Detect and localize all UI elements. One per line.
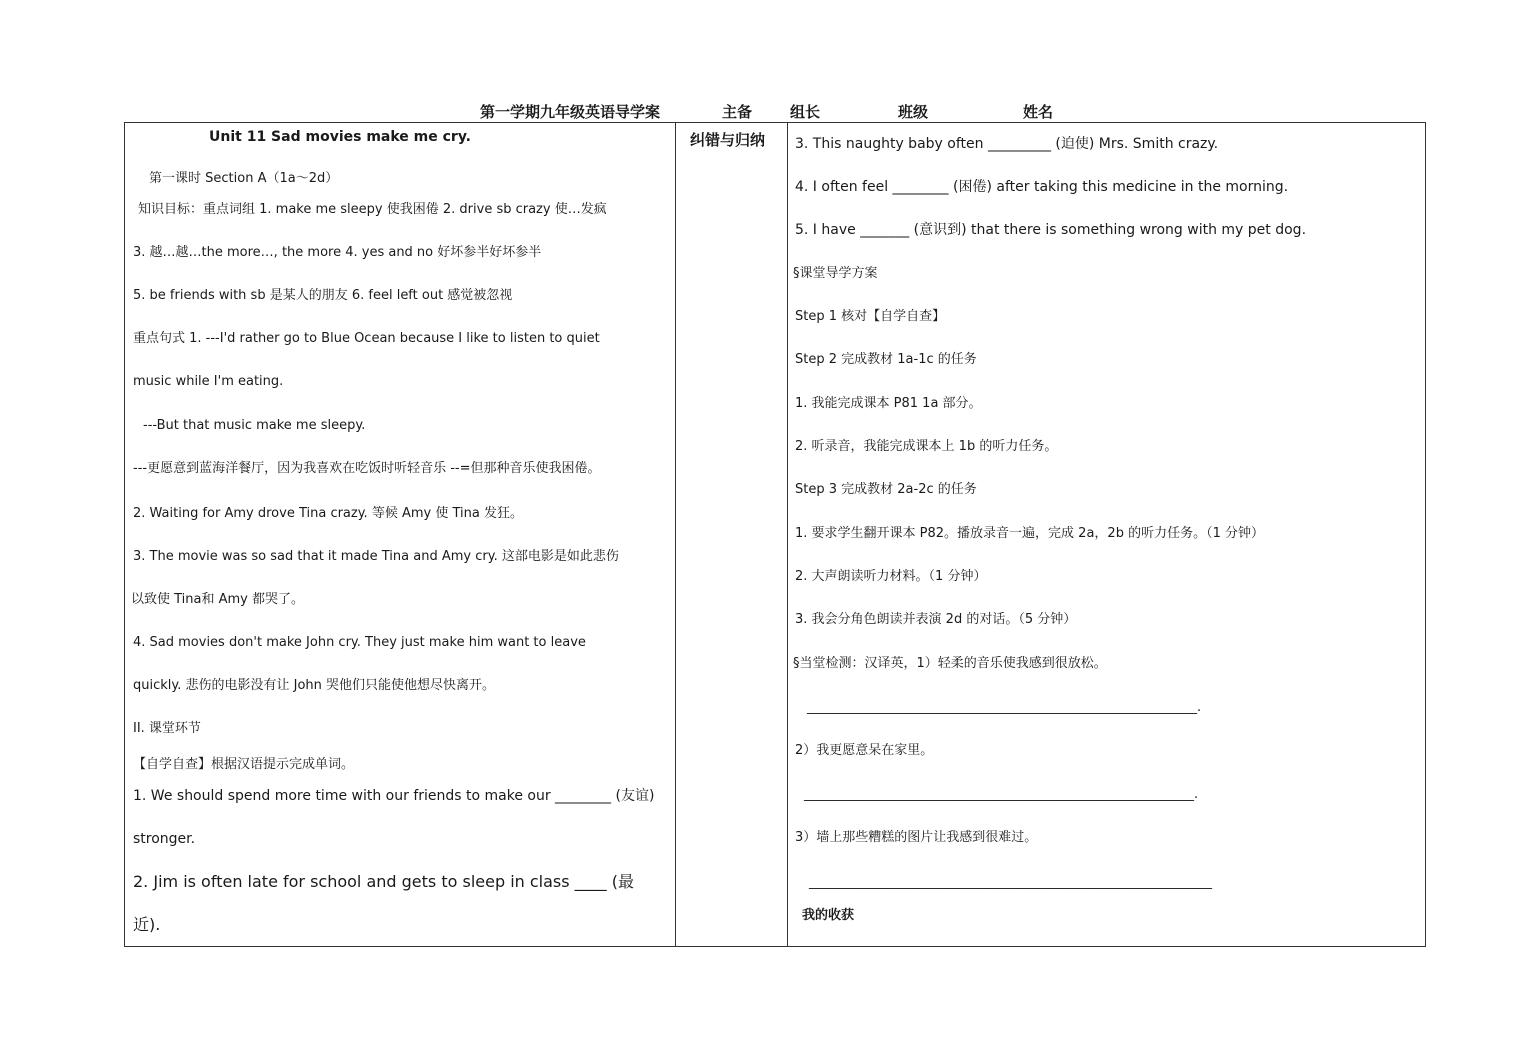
test-item-2: 2）我更愿意呆在家里。 — [795, 743, 934, 758]
in-class-test: §当堂检测：汉译英，1）轻柔的音乐使我感到很放松。 — [793, 656, 1107, 671]
answer-line-2: ____________________________________________________________. — [804, 787, 1199, 802]
answer-line-3: ______________________________________________________________ — [809, 875, 1212, 890]
key-sentence-4: 4. Sad movies don't make John cry. They just make him want to leave — [133, 635, 586, 650]
self-check-heading: 【自学自查】根据汉语提示完成单词。 — [133, 757, 355, 772]
exercise-4: 4. I often feel ________ (困倦) after taking this medicine in the morning. — [795, 179, 1289, 195]
answer-line-1: ____________________________________________________________. — [807, 700, 1202, 715]
key-sentence-3: 3. The movie was so sad that it made Tina and Amy cry. 这部电影是如此悲伤 — [133, 549, 619, 564]
exercise-5: 5. I have _______ (意识到) that there is something wrong with my pet dog. — [795, 222, 1307, 238]
step-2: Step 2 完成教材 1a-1c 的任务 — [795, 352, 977, 367]
key-sentence-4-cont: quickly. 悲伤的电影没有让 John 哭他们只能使他想尽快离开。 — [133, 678, 496, 693]
step-1: Step 1 核对【自学自查】 — [795, 309, 946, 324]
header-field-group-leader: 组长 — [790, 103, 821, 121]
corrections-label: 纠错与归纳 — [690, 131, 766, 149]
key-sentence-1-reply: ---But that music make me sleepy. — [143, 418, 366, 433]
exercise-2: 2. Jim is often late for school and gets to sleep in class ____ (最 — [133, 872, 635, 891]
exercise-3: 3. This naughty baby often _________ (迫使) Mrs. Smith crazy. — [795, 136, 1219, 152]
key-sentence-1: 重点句式 1. ---I'd rather go to Blue Ocean because I like to listen to quiet — [133, 331, 600, 346]
exercise-1: 1. We should spend more time with our friends to make our ________ (友谊) — [133, 788, 655, 804]
column-divider-2 — [787, 123, 788, 946]
my-gains-label: 我的收获 — [802, 908, 855, 923]
step-2-item-2: 2. 听录音，我能完成课本上 1b 的听力任务。 — [795, 439, 1058, 454]
lesson-title: 第一课时 Section A（1a～2d） — [149, 171, 339, 186]
exercise-2-cont: 近). — [133, 915, 161, 934]
step-2-item-1: 1. 我能完成课本 P81 1a 部分。 — [795, 396, 982, 411]
test-item-3: 3）墙上那些糟糕的图片让我感到很难过。 — [795, 830, 1038, 845]
phrase-line-2: 3. 越…越…the more…, the more 4. yes and no 好坏参半好坏参半 — [133, 245, 542, 260]
key-sentence-1-translation: ---更愿意到蓝海洋餐厅，因为我喜欢在吃饭时听轻音乐 --=但那种音乐使我困倦。 — [133, 461, 601, 476]
key-sentence-3-cont: 以致使 Tina和 Amy 都哭了。 — [131, 592, 305, 607]
exercise-1-cont: stronger. — [133, 831, 196, 847]
header-field-class: 班级 — [898, 103, 929, 121]
step-3-item-3: 3. 我会分角色朗读并表演 2d 的对话。（5 分钟） — [795, 612, 1077, 627]
section-class-steps: II. 课堂环节 — [133, 721, 201, 736]
knowledge-goals: 知识目标：重点词组 1. make me sleepy 使我困倦 2. drive sb crazy 使…发疯 — [138, 202, 607, 217]
unit-title: Unit 11 Sad movies make me cry. — [209, 129, 471, 145]
step-3-item-2: 2. 大声朗读听力材料。（1 分钟） — [795, 569, 987, 584]
header-field-main-preparer: 主备 — [722, 103, 753, 121]
key-sentence-1-cont: music while I'm eating. — [133, 374, 284, 389]
class-plan-heading: §课堂导学方案 — [793, 266, 878, 281]
key-sentence-2: 2. Waiting for Amy drove Tina crazy. 等候 Amy 使 Tina 发狂。 — [133, 506, 523, 521]
phrase-line-3: 5. be friends with sb 是某人的朋友 6. feel left out 感觉被忽视 — [133, 288, 513, 303]
step-3: Step 3 完成教材 2a-2c 的任务 — [795, 482, 977, 497]
worksheet-table — [124, 122, 1426, 947]
header-title: 第一学期九年级英语导学案 — [480, 103, 661, 121]
column-divider-1 — [675, 123, 676, 946]
header-field-name: 姓名 — [1023, 103, 1054, 121]
step-3-item-1: 1. 要求学生翻开课本 P82。播放录音一遍，完成 2a，2b 的听力任务。（1 分钟） — [795, 526, 1264, 541]
